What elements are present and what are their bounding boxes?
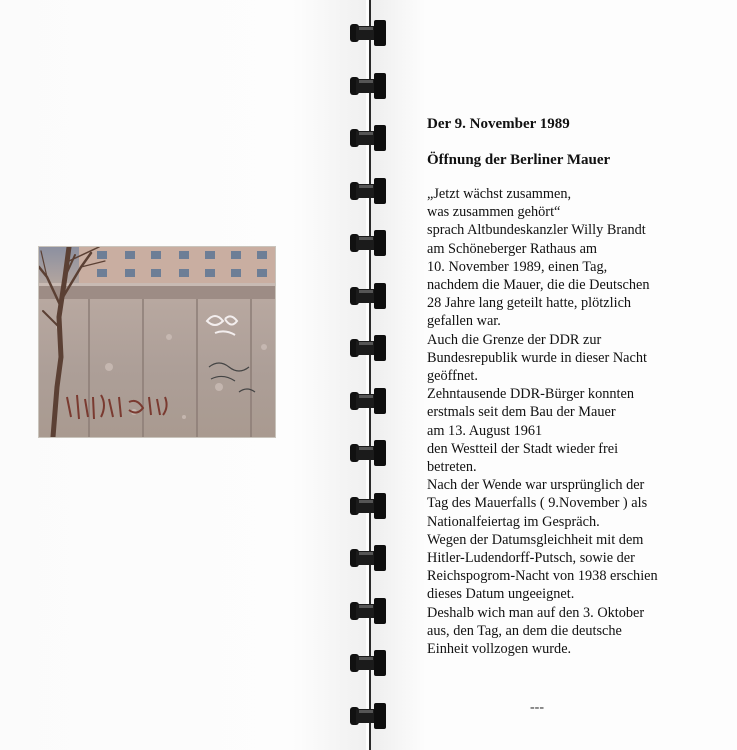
end-mark: --- [530,700,544,715]
article-line: „Jetzt wächst zusammen, [427,186,572,202]
article-line: Einheit vollzogen wurde. [427,641,572,658]
article-line: dieses Datum ungeeignet. [427,586,575,603]
article-line: Deshalb wich man auf den 3. Oktober [427,604,645,621]
article-line: am 13. August 1961 [427,422,543,439]
article-line: was zusammen gehört“ [427,204,561,221]
article-line: Zehntausende DDR-Bürger konnten [427,386,634,403]
binding-ring [350,493,384,519]
article-text [427,115,727,658]
binding-spine [369,0,371,750]
article-line: Reichspogrom-Nacht von 1938 erschien [427,568,658,585]
binding-ring [350,388,384,414]
article-line: Bundesrepublik wurde in dieser Nacht [427,349,647,366]
article-line: erstmals seit dem Bau der Mauer [427,404,616,421]
berlin-wall-photo [38,246,276,438]
article-title: Der 9. November 1989 [427,116,570,132]
article-line: 10. November 1989, einen Tag, [427,258,608,275]
binding-ring [350,178,384,204]
article-line: den Westteil der Stadt wieder frei [427,440,619,457]
article-line: Auch die Grenze der DDR zur [427,331,602,348]
binding-ring [350,703,384,729]
berlin-wall-image [39,247,275,437]
article-subtitle: Öffnung der Berliner Mauer [427,152,611,168]
article-line: Hitler-Ludendorff-Putsch, sowie der [427,550,635,567]
binding-ring [350,20,384,46]
article-line: aus, den Tag, an dem die deutsche [427,622,622,639]
article-line: Tag des Mauerfalls ( 9.November ) als [427,495,648,512]
article-body [427,185,727,658]
binding-ring [350,545,384,571]
binding-ring [350,73,384,99]
article-line: Wegen der Datumsgleichheit mit dem [427,531,644,548]
article-line: 28 Jahre lang geteilt hatte, plötzlich [427,295,632,312]
article-line: Nationalfeiertag im Gespräch. [427,513,600,530]
binding-ring [350,335,384,361]
binding-ring [350,650,384,676]
binding-ring [350,230,384,256]
article-line: am Schöneberger Rathaus am [427,240,598,257]
article-line: betreten. [427,459,477,476]
article-line: nachdem die Mauer, die die Deutschen [427,277,650,294]
binding-ring [350,598,384,624]
article-line: sprach Altbundeskanzler Willy Brandt [427,222,646,239]
article-line: gefallen war. [427,313,501,330]
article-line: geöffnet. [427,368,478,385]
binding-ring [350,125,384,151]
article-line: Nach der Wende war ursprünglich der [427,477,645,494]
binding-ring [350,283,384,309]
binding-ring [350,440,384,466]
